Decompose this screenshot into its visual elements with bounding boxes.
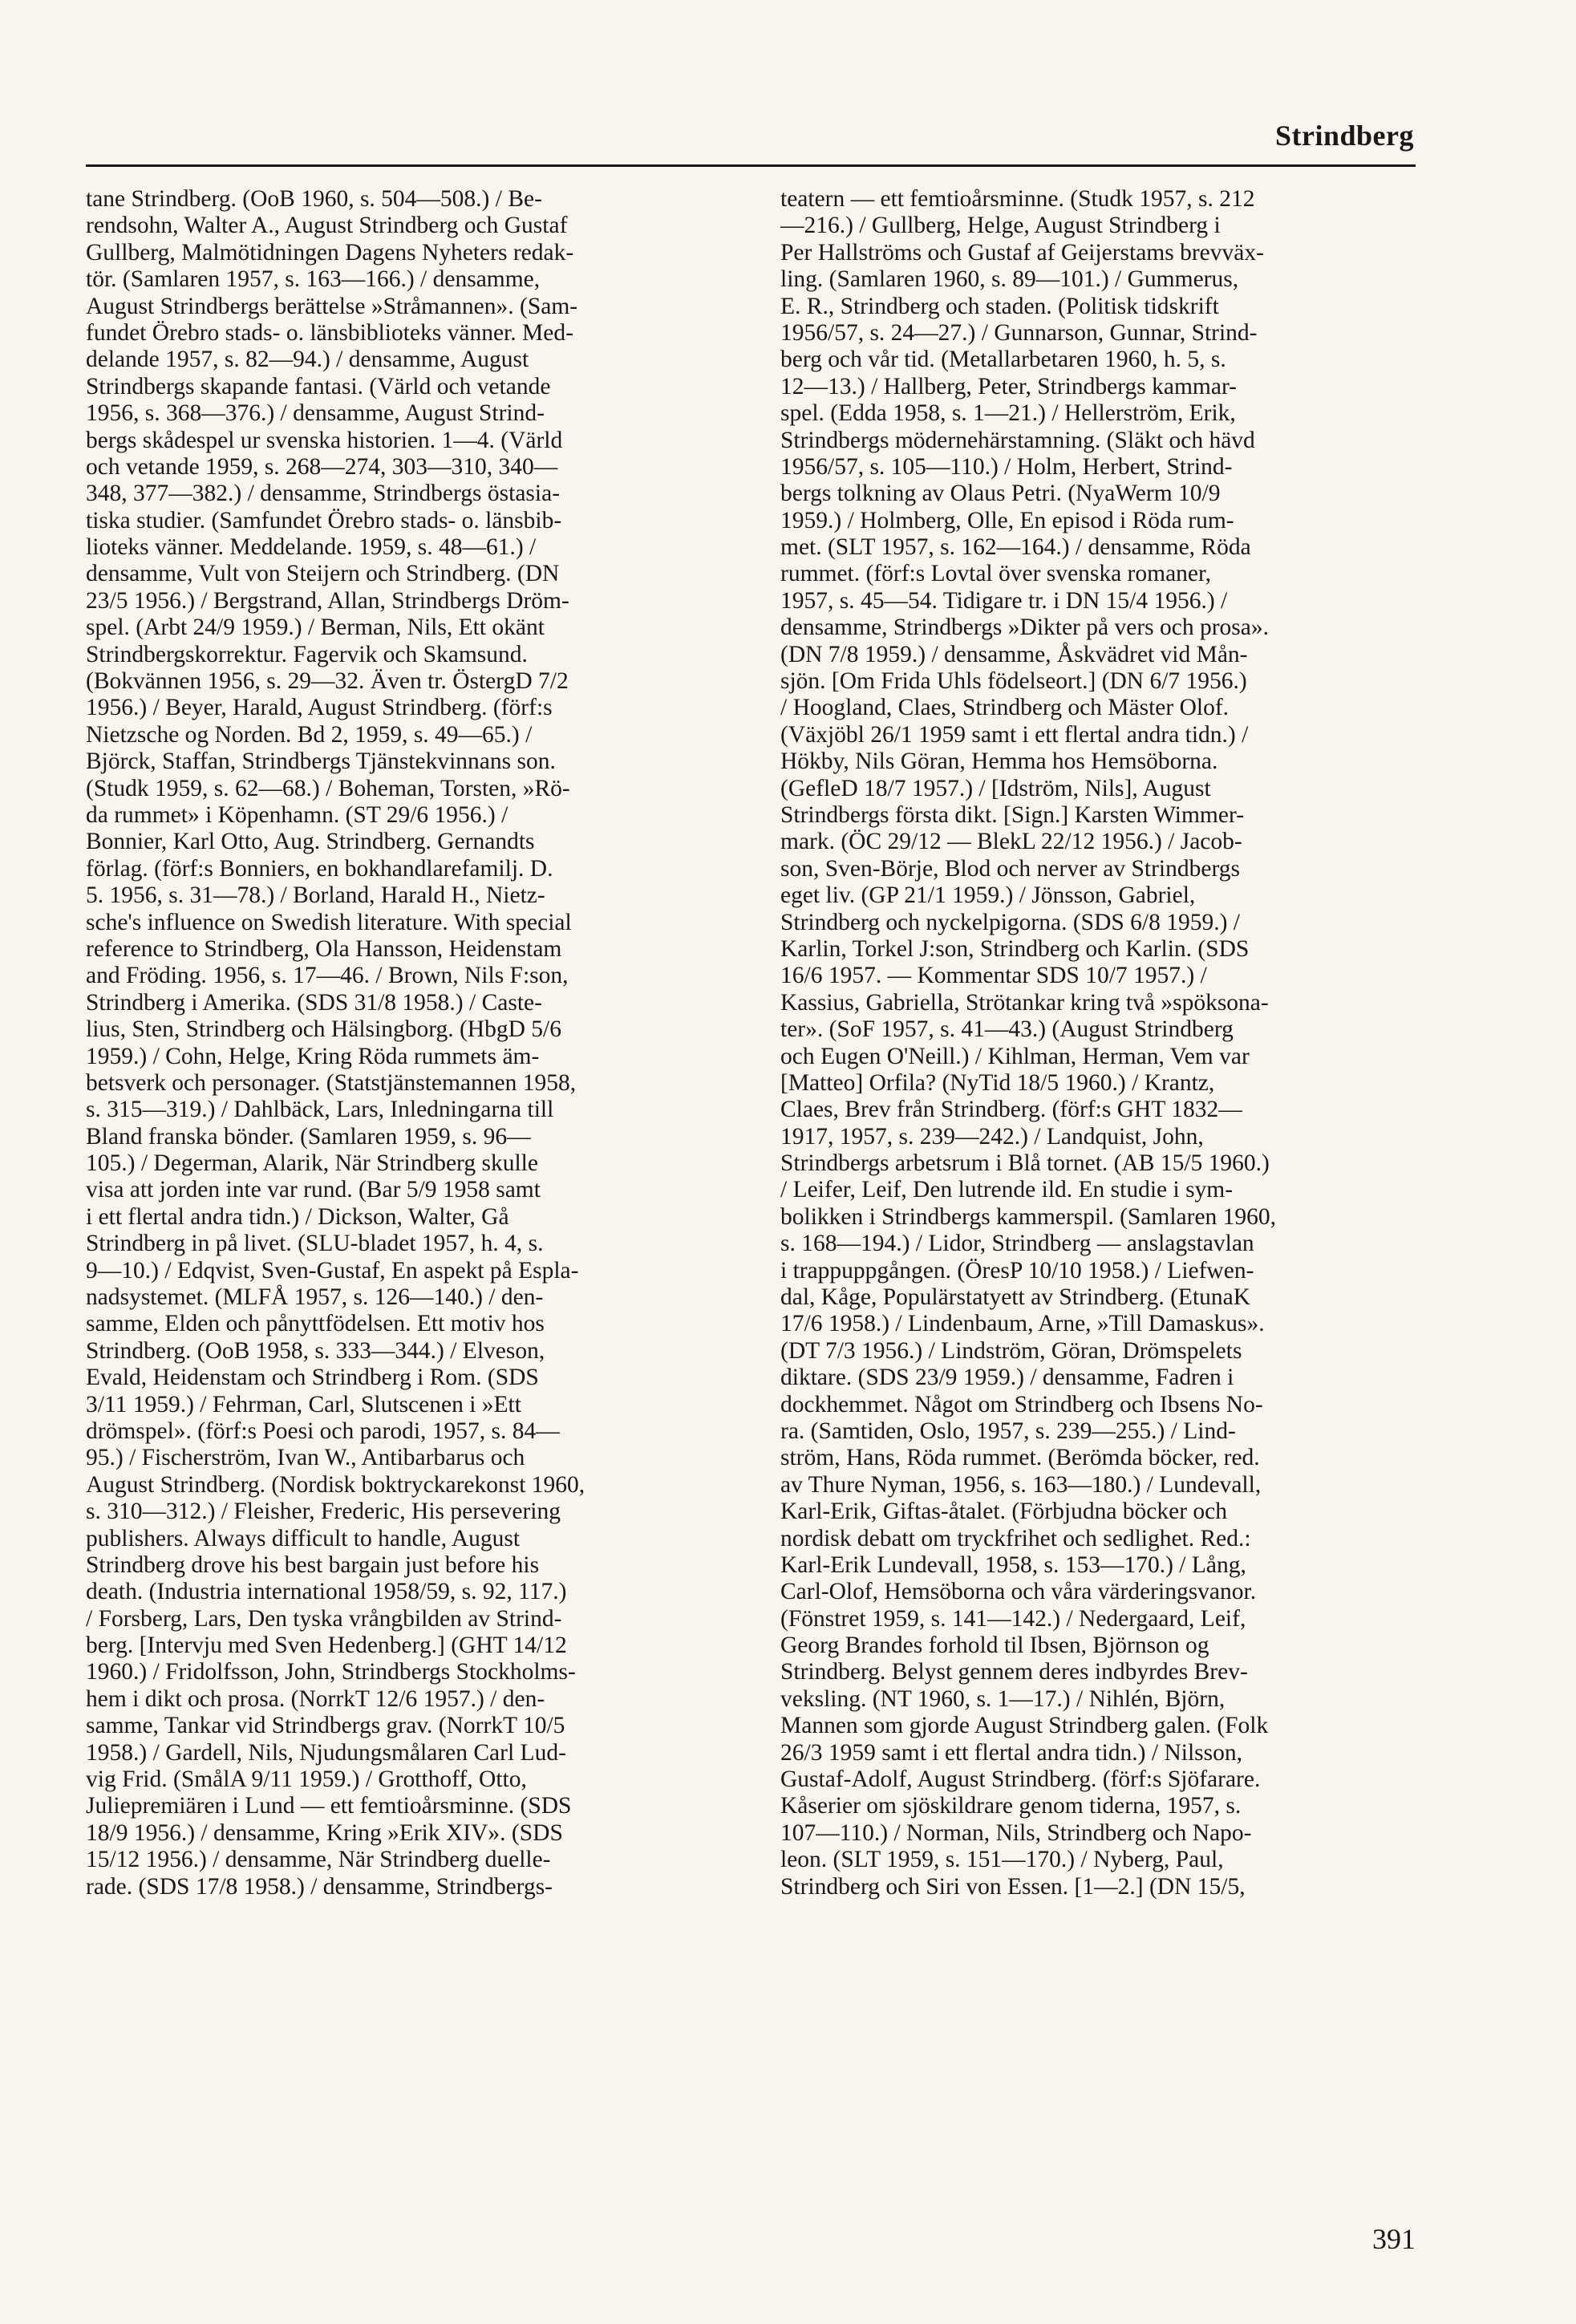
text-line: veksling. (NT 1960, s. 1—17.) / Nihlén, Björn, (780, 1685, 1226, 1712)
text-line: nordisk debatt om tryckfrihet och sedlighet. Red.: (780, 1525, 1251, 1551)
text-line: Mannen som gjorde August Strindberg galen. (Folk (780, 1713, 1269, 1739)
text-line: E. R., Strindberg och staden. (Politisk tidskrift (780, 293, 1219, 319)
text-line: Kassius, Gabriella, Strötankar kring två »spöksona- (780, 989, 1269, 1016)
text-line: i trappuppgången. (ÖresP 10/10 1958.) / Liefwen- (780, 1257, 1254, 1284)
text-line: 17/6 1958.) / Lindenbaum, Arne, »Till Damaskus». (780, 1311, 1265, 1337)
text-line: rummet. (förf:s Lovtal över svenska romaner, (780, 561, 1212, 587)
text-line: da rummet» i Köpenhamn. (ST 29/6 1956.) / (86, 801, 508, 828)
text-line: Strindberg drove his best bargain just before his (86, 1551, 540, 1578)
text-line: s. 168—194.) / Lidor, Strindberg — anslagstavlan (780, 1231, 1254, 1257)
text-line: Bonnier, Karl Otto, Aug. Strindberg. Gernandts (86, 829, 535, 855)
text-line: 26/3 1959 samt i ett flertal andra tidn.) / Nilsson, (780, 1739, 1242, 1766)
text-line: 1956/57, s. 24—27.) / Gunnarson, Gunnar, Strind- (780, 319, 1258, 346)
text-line: betsverk och personager. (Statstjänstemannen 1958, (86, 1069, 577, 1096)
text-line: Bland franska bönder. (Samlaren 1959, s. 96— (86, 1123, 531, 1150)
text-line: diktare. (SDS 23/9 1959.) / densamme, Fadren i (780, 1365, 1234, 1391)
text-line: Per Hallströms och Gustaf af Geijerstams brevväx- (780, 239, 1264, 266)
text-line: tane Strindberg. (OoB 1960, s. 504—508.) / Be- (86, 186, 542, 212)
text-line: Karl-Erik Lundevall, 1958, s. 153—170.) / Lång, (780, 1551, 1246, 1578)
text-line: berg. [Intervju med Sven Hedenberg.] (GHT 14/12 (86, 1632, 567, 1659)
text-line: spel. (Arbt 24/9 1959.) / Berman, Nils, Ett okänt (86, 614, 545, 641)
text-line: (Bokvännen 1956, s. 29—32. Även tr. ÖstergD 7/2 (86, 668, 569, 695)
text-line: Carl-Olof, Hemsöborna och våra värderingsvanor. (780, 1579, 1257, 1605)
text-line: och Eugen O'Neill.) / Kihlman, Herman, Vem var (780, 1043, 1250, 1069)
text-line: rade. (SDS 17/8 1958.) / densamme, Strindbergs- (86, 1873, 553, 1900)
text-line: av Thure Nyman, 1956, s. 163—180.) / Lundevall, (780, 1471, 1262, 1498)
text-line: [Matteo] Orfila? (NyTid 18/5 1960.) / Krantz, (780, 1069, 1215, 1096)
running-head: Strindberg (1274, 120, 1414, 152)
text-line: Kåserier om sjöskildrare genom tiderna, 1957, s. (780, 1793, 1242, 1819)
text-line: bolikken i Strindbergs kammerspil. (Samlaren 1960, (780, 1203, 1277, 1230)
text-line: (Växjöbl 26/1 1959 samt i ett flertal andra tidn.) / (780, 721, 1249, 748)
text-line: death. (Industria international 1958/59, s. 92, 117.) (86, 1579, 567, 1605)
text-line: drömspel». (förf:s Poesi och parodi, 1957, s. 84— (86, 1418, 560, 1444)
text-line: 23/5 1956.) / Bergstrand, Allan, Strindbergs Dröm- (86, 587, 569, 614)
text-line: dal, Kåge, Populärstatyett av Strindberg. (EtunaK (780, 1284, 1251, 1311)
text-line: bergs tolkning av Olaus Petri. (NyaWerm 10/9 (780, 481, 1221, 507)
text-line: tör. (Samlaren 1957, s. 163—166.) / densamme, (86, 266, 541, 293)
text-line: Strindberg. Belyst gennem deres indbyrdes Brev- (780, 1659, 1248, 1685)
text-line: fundet Örebro stads- o. länsbiblioteks vänner. Med- (86, 319, 573, 346)
text-line: / Leifer, Leif, Den lutrende ild. En studie i sym- (780, 1177, 1234, 1203)
text-line: s. 310—312.) / Fleisher, Frederic, His persevering (86, 1499, 561, 1525)
text-line: publishers. Always difficult to handle, August (86, 1525, 521, 1551)
text-line: sche's influence on Swedish literature. With special (86, 909, 572, 935)
text-line: nadsystemet. (MLFÅ 1957, s. 126—140.) / den- (86, 1284, 544, 1311)
text-line: 5. 1956, s. 31—78.) / Borland, Harald H., Nietz- (86, 882, 545, 909)
right-column (780, 186, 1432, 1900)
text-line: Claes, Brev från Strindberg. (förf:s GHT 1832— (780, 1097, 1242, 1123)
text-line: 1956.) / Beyer, Harald, August Strindberg. (förf:s (86, 695, 553, 721)
text-line: densamme, Strindbergs »Dikter på vers och prosa». (780, 614, 1269, 641)
text-line: delande 1957, s. 82—94.) / densamme, August (86, 347, 529, 373)
text-line: lioteks vänner. Meddelande. 1959, s. 48—61.) / (86, 534, 537, 561)
text-line: 1958.) / Gardell, Nils, Njudungsmålaren Carl Lud- (86, 1739, 566, 1766)
text-line: spel. (Edda 1958, s. 1—21.) / Hellerström, Erik, (780, 400, 1236, 427)
text-line: 107—110.) / Norman, Nils, Strindberg och Napo- (780, 1819, 1252, 1846)
text-line: / Forsberg, Lars, Den tyska vrångbilden av Strind- (86, 1605, 562, 1632)
text-line: 12—13.) / Hallberg, Peter, Strindbergs kammar- (780, 373, 1237, 400)
text-line: 1959.) / Holmberg, Olle, En episod i Röda rum- (780, 507, 1234, 533)
text-line: rendsohn, Walter A., August Strindberg och Gustaf (86, 213, 568, 239)
text-line: Georg Brandes forhold til Ibsen, Björnson og (780, 1632, 1209, 1659)
text-line: Strindberg in på livet. (SLU-bladet 1957, h. 4, s. (86, 1231, 544, 1257)
text-line: 16/6 1957. — Kommentar SDS 10/7 1957.) / (780, 963, 1207, 989)
text-line: 348, 377—382.) / densamme, Strindbergs östasia- (86, 481, 561, 507)
text-line: berg och vår tid. (Metallarbetaren 1960, h. 5, s. (780, 347, 1226, 373)
text-line: sjön. [Om Frida Uhls födelseort.] (DN 6/7 1956.) (780, 668, 1247, 695)
header-rule (86, 164, 1416, 167)
text-line: och vetande 1959, s. 268—274, 303—310, 340— (86, 453, 558, 480)
text-line: Strindbergs mödernehärstamning. (Släkt och hävd (780, 427, 1255, 453)
text-line: bergs skådespel ur svenska historien. 1—4. (Värld (86, 427, 563, 453)
text-line: 18/9 1956.) / densamme, Kring »Erik XIV». (SDS (86, 1819, 563, 1846)
text-line: August Strindbergs berättelse »Stråmannen». (Sam- (86, 293, 578, 319)
text-line: Hökby, Nils Göran, Hemma hos Hemsöborna. (780, 748, 1218, 775)
text-line: dockhemmet. Något om Strindberg och Ibsens No- (780, 1391, 1263, 1418)
text-line: eget liv. (GP 21/1 1959.) / Jönsson, Gabriel, (780, 882, 1196, 909)
text-line: 15/12 1956.) / densamme, När Strindberg duelle- (86, 1847, 551, 1873)
text-line: Strindberg och nyckelpigorna. (SDS 6/8 1959.) / (780, 909, 1241, 935)
text-line: samme, Tankar vid Strindbergs grav. (NorrkT 10/5 (86, 1713, 565, 1739)
text-line: Björck, Staffan, Strindbergs Tjänstekvinnans son. (86, 748, 556, 775)
text-line: (DN 7/8 1959.) / densamme, Åskvädret vid Mån- (780, 641, 1248, 667)
text-line: 3/11 1959.) / Fehrman, Carl, Slutscenen i »Ett (86, 1391, 521, 1418)
text-line: Juliepremiären i Lund — ett femtioårsminne. (SDS (86, 1793, 572, 1819)
text-line: mark. (ÖC 29/12 — BlekL 22/12 1956.) / Jacob- (780, 829, 1242, 855)
text-line: 1956, s. 368—376.) / densamme, August Strind- (86, 400, 545, 427)
text-line: Strindbergs skapande fantasi. (Värld och vetande (86, 373, 551, 400)
text-line: teatern — ett femtioårsminne. (Studk 1957, s. 212 (780, 186, 1255, 212)
text-line: ling. (Samlaren 1960, s. 89—101.) / Gummerus, (780, 266, 1239, 293)
text-line: i ett flertal andra tidn.) / Dickson, Walter, Gå (86, 1203, 509, 1230)
text-line: 1957, s. 45—54. Tidigare tr. i DN 15/4 1956.) / (780, 587, 1228, 614)
text-line: reference to Strindberg, Ola Hansson, Heidenstam (86, 935, 562, 962)
text-line: / Hoogland, Claes, Strindberg och Mäster Olof. (780, 695, 1230, 721)
text-line: visa att jorden inte var rund. (Bar 5/9 1958 samt (86, 1177, 541, 1203)
text-line: (Studk 1959, s. 62—68.) / Boheman, Torsten, »Rö- (86, 775, 570, 801)
text-line: Gustaf-Adolf, August Strindberg. (förf:s Sjöfarare. (780, 1766, 1261, 1793)
text-line: 1959.) / Cohn, Helge, Kring Röda rummets äm- (86, 1043, 540, 1069)
text-line: hem i dikt och prosa. (NorrkT 12/6 1957.) / den- (86, 1685, 545, 1712)
text-line: Karlin, Torkel J:son, Strindberg och Karlin. (SDS (780, 935, 1250, 962)
text-line: ter». (SoF 1957, s. 41—43.) (August Strindberg (780, 1016, 1234, 1043)
left-column (86, 186, 738, 1900)
text-line: Strindbergskorrektur. Fagervik och Skamsund. (86, 641, 528, 667)
text-line: (Fönstret 1959, s. 141—142.) / Nedergaard, Leif, (780, 1605, 1246, 1632)
text-line: met. (SLT 1957, s. 162—164.) / densamme, Röda (780, 534, 1251, 561)
text-line: (DT 7/3 1956.) / Lindström, Göran, Drömspelets (780, 1337, 1242, 1364)
text-line: (GefleD 18/7 1957.) / [Idström, Nils], August (780, 775, 1211, 801)
text-line: —216.) / Gullberg, Helge, August Strindberg i (780, 213, 1221, 239)
page-number: 391 (1372, 2223, 1416, 2255)
text-line: Strindberg i Amerika. (SDS 31/8 1958.) / Caste- (86, 989, 542, 1016)
text-line: Strindberg. (OoB 1958, s. 333—344.) / Elveson, (86, 1337, 545, 1364)
text-line: Gullberg, Malmötidningen Dagens Nyheters redak- (86, 239, 574, 266)
text-line: Karl-Erik, Giftas-åtalet. (Förbjudna böcker och (780, 1499, 1228, 1525)
text-line: 95.) / Fischerström, Ivan W., Antibarbarus och (86, 1445, 525, 1471)
text-line: 1917, 1957, s. 239—242.) / Landquist, John, (780, 1123, 1204, 1150)
text-line: ström, Hans, Röda rummet. (Berömda böcker, red. (780, 1445, 1260, 1471)
text-line: s. 315—319.) / Dahlbäck, Lars, Inledningarna till (86, 1097, 554, 1123)
text-line: Evald, Heidenstam och Strindberg i Rom. (SDS (86, 1365, 539, 1391)
text-line: Strindbergs arbetsrum i Blå tornet. (AB 15/5 1960.) (780, 1150, 1270, 1177)
text-line: 1960.) / Fridolfsson, John, Strindbergs Stockholms- (86, 1659, 576, 1685)
text-line: Strindberg och Siri von Essen. [1—2.] (DN 15/5, (780, 1873, 1246, 1900)
text-line: förlag. (förf:s Bonniers, en bokhandlarefamilj. D. (86, 855, 553, 882)
text-line: Nietzsche og Norden. Bd 2, 1959, s. 49—65.) / (86, 721, 533, 748)
text-line: vig Frid. (SmålA 9/11 1959.) / Grotthoff, Otto, (86, 1766, 527, 1793)
text-line: son, Sven-Börje, Blod och nerver av Strindbergs (780, 855, 1240, 882)
text-line: lius, Sten, Strindberg och Hälsingborg. (HbgD 5/6 (86, 1016, 561, 1043)
text-line: 105.) / Degerman, Alarik, När Strindberg skulle (86, 1150, 538, 1177)
text-line: ra. (Samtiden, Oslo, 1957, s. 239—255.) / Lind- (780, 1418, 1236, 1444)
text-line: leon. (SLT 1959, s. 151—170.) / Nyberg, Paul, (780, 1847, 1224, 1873)
text-line: tiska studier. (Samfundet Örebro stads- o. länsbib- (86, 507, 562, 533)
text-line: samme, Elden och pånyttfödelsen. Ett motiv hos (86, 1311, 545, 1337)
text-line: and Fröding. 1956, s. 17—46. / Brown, Nils F:son, (86, 963, 569, 989)
text-line: densamme, Vult von Steijern och Strindberg. (DN (86, 561, 560, 587)
text-line: August Strindberg. (Nordisk boktryckarekonst 1960, (86, 1471, 585, 1498)
text-line: 1956/57, s. 105—110.) / Holm, Herbert, Strind- (780, 453, 1233, 480)
text-line: Strindbergs första dikt. [Sign.] Karsten Wimmer- (780, 801, 1245, 828)
text-line: 9—10.) / Edqvist, Sven-Gustaf, En aspekt på Espla- (86, 1257, 579, 1284)
